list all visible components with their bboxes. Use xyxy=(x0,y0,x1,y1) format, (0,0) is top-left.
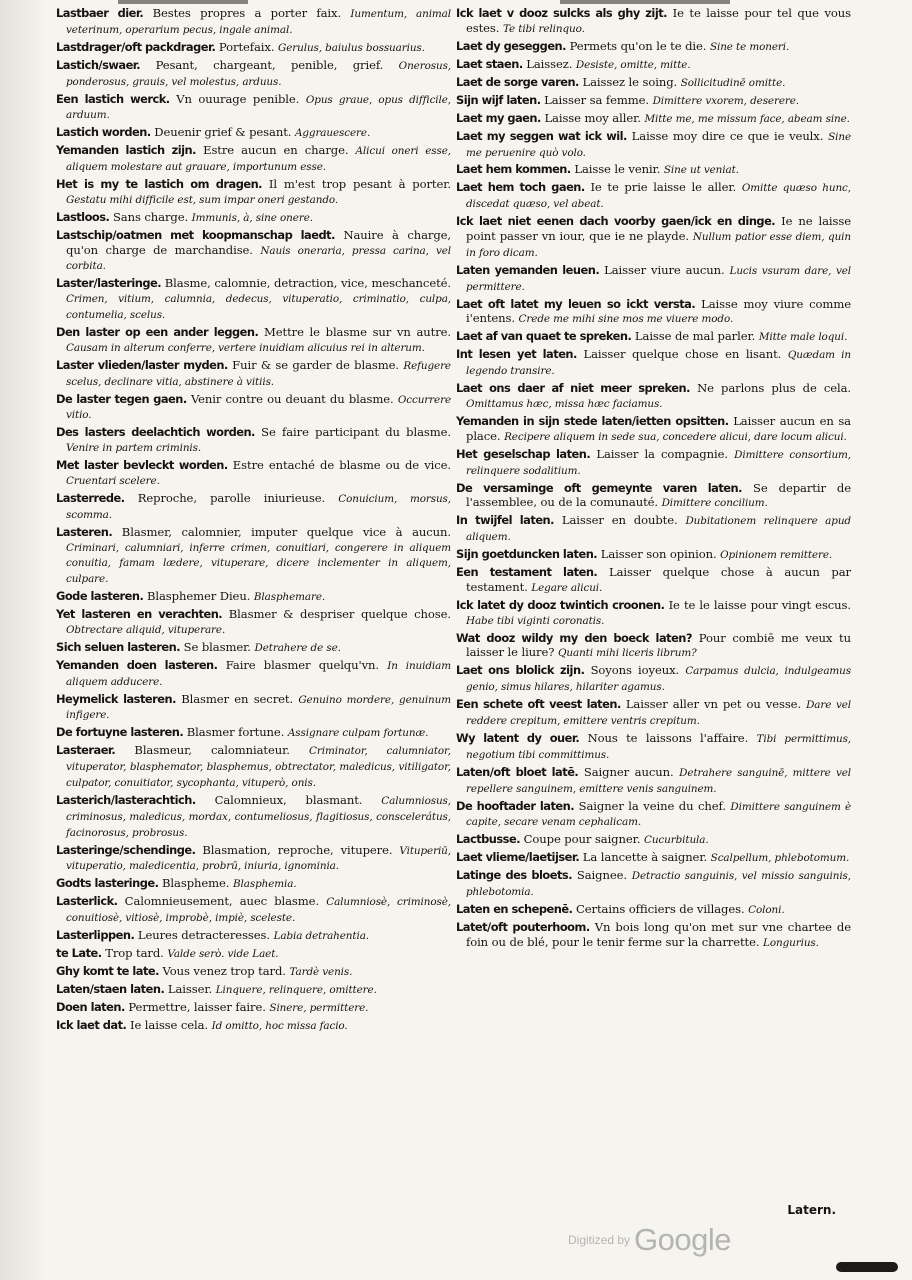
french-translation: Nauire à charge, qu'on charge de marchandise. xyxy=(66,227,452,257)
dictionary-entry xyxy=(456,902,851,918)
french-translation: Laisser quelque chose en lisant. xyxy=(583,347,782,362)
french-translation: Ne parlons plus de cela. xyxy=(697,381,852,396)
dictionary-entry xyxy=(56,177,451,208)
top-ink-smudge xyxy=(118,0,248,4)
french-translation: Laissez le soing. xyxy=(582,74,678,89)
dictionary-entry xyxy=(456,697,851,729)
french-translation: Se faire participant du blasme. xyxy=(261,425,451,440)
french-translation: Saignee. xyxy=(576,868,627,883)
latin-translation: Sinere, permittere. xyxy=(269,1002,369,1015)
dictionary-entry xyxy=(456,447,851,479)
headword: Een schete oft veest laten. xyxy=(456,697,621,712)
french-translation: Reproche, parolle iniurieuse. xyxy=(137,490,326,505)
french-translation: Vn bois long qu'on met sur vne chartee de foin ou de blé, pour le tenir ferme sur la charrette. xyxy=(466,920,852,949)
dictionary-entry xyxy=(456,631,851,662)
dictionary-entry xyxy=(56,843,451,875)
latin-translation: Assignare culpam fortunæ. xyxy=(287,727,429,740)
headword: Laster/lasteringe. xyxy=(56,276,162,291)
dictionary-entry xyxy=(456,39,851,55)
headword: De laster tegen gaen. xyxy=(56,391,187,406)
french-translation: Pour combiē me veux tu laisser le liure? xyxy=(466,630,851,660)
catchword: Latern. xyxy=(787,1203,836,1217)
headword: Laet my seggen wat ick wil. xyxy=(456,128,627,143)
french-translation: Blasmer fortune. xyxy=(186,725,285,740)
latin-translation: Te tibi relinquo. xyxy=(502,22,585,35)
latin-translation: Opinionem remittere. xyxy=(720,549,833,562)
latin-translation: Carpamus dulcia, indulgeamus genio, simus hilares, hilariter agamus. xyxy=(466,665,851,694)
latin-translation: Dimittere consortium, relinquere sodalitium. xyxy=(466,448,851,477)
latin-translation: Dimittere concilium. xyxy=(661,497,768,510)
dictionary-entry xyxy=(56,640,451,656)
dictionary-entry xyxy=(56,325,451,356)
french-translation: Estre entaché de blasme ou de vice. xyxy=(232,458,451,473)
french-translation: Saigner aucun. xyxy=(583,764,674,779)
left-column xyxy=(56,6,451,1036)
french-translation: Fuir & se garder de blasme. xyxy=(232,357,400,372)
headword: Godts lasteringe. xyxy=(56,876,159,891)
latin-translation: Tardè venis. xyxy=(289,966,353,979)
headword: Laten/staen laten. xyxy=(56,982,165,997)
latin-translation: Mitte me, me missum face, abeam sine. xyxy=(644,112,850,125)
dictionary-entry xyxy=(56,143,451,175)
french-translation: Se blasmer. xyxy=(183,639,251,654)
headword: Latet/oft pouterhoom. xyxy=(456,920,590,935)
latin-translation: Labia detrahentia. xyxy=(273,930,369,943)
dictionary-entry xyxy=(56,946,451,962)
french-translation: Il m'est trop pesant à porter. xyxy=(268,177,451,192)
dictionary-entry xyxy=(56,589,451,605)
headword: Het is my te lastich om dragen. xyxy=(56,177,263,192)
french-translation: Se departir de l'assemblee, ou de la comunauté. xyxy=(466,480,852,510)
latin-translation: Gerulus, baiulus bossuarius. xyxy=(278,41,425,54)
headword: Wy latent dy ouer. xyxy=(456,730,580,745)
latin-translation: Causam in alterum conferre, vertere inuidiam alicuius rei in alterum. xyxy=(66,341,425,354)
latin-translation: Habe tibi viginti coronatis. xyxy=(466,614,605,627)
watermark-prefix: Digitized by xyxy=(568,1233,631,1247)
french-translation: Ie te prie laisse le aller. xyxy=(590,180,737,195)
latin-translation: Venire in partem criminis. xyxy=(66,442,202,455)
french-translation: Calomnieusement, auec blasme. xyxy=(124,894,320,909)
french-translation: La lancette à saigner. xyxy=(582,850,708,865)
latin-translation: Nullum patior esse diem, quin in foro dicam. xyxy=(466,231,851,259)
dictionary-entry xyxy=(456,111,851,127)
french-translation: Ie ne laisse point passer vn iour, que ie ne playde. xyxy=(466,214,851,244)
dictionary-entry xyxy=(56,876,451,892)
headword: Laet my gaen. xyxy=(456,110,541,125)
dictionary-entry xyxy=(56,58,451,90)
headword: Laet hem toch gaen. xyxy=(456,180,585,195)
latin-translation: Cucurbitula. xyxy=(643,834,709,847)
dictionary-entry xyxy=(456,414,851,445)
french-translation: Deuenir grief & pesant. xyxy=(154,125,292,140)
latin-translation: Dimittere sanguinem è capite, secare venam cephalicam. xyxy=(466,800,851,829)
latin-translation: Vituperiū, vituperatio, maledicentia, probrū, iniuria, ignominia. xyxy=(66,844,451,873)
french-translation: Laisse moy aller. xyxy=(544,110,641,125)
french-translation: Laisse moy dire ce que ie veulx. xyxy=(631,128,824,143)
dictionary-entry xyxy=(456,180,851,212)
dictionary-entry xyxy=(456,6,851,37)
dictionary-entry xyxy=(56,658,451,690)
dictionary-entry xyxy=(56,392,451,424)
headword: Des lasters deelachtich worden. xyxy=(56,425,255,440)
headword: Lasterlick. xyxy=(56,894,118,909)
dictionary-entry xyxy=(456,329,851,345)
latin-translation: Id omitto, hoc missa facio. xyxy=(211,1020,348,1032)
french-translation: Vn ouurage penible. xyxy=(176,91,300,106)
french-translation: Mettre le blasme sur vn autre. xyxy=(264,325,451,340)
headword: Laten en schepenē. xyxy=(456,902,573,917)
latin-translation: Occurrere vitio. xyxy=(66,393,452,422)
dictionary-entry xyxy=(456,868,851,900)
latin-translation: Sine ut veniat. xyxy=(663,164,739,177)
dictionary-entry xyxy=(56,125,451,141)
headword: Laten yemanden leuen. xyxy=(456,262,600,277)
headword: Lastich worden. xyxy=(56,125,151,140)
headword: Met laster bevleckt worden. xyxy=(56,458,228,473)
french-translation: Calomnieux, blasmant. xyxy=(214,792,363,807)
dictionary-entry xyxy=(56,6,451,38)
headword: Laet ons daer af niet meer spreken. xyxy=(456,381,690,396)
headword: te Late. xyxy=(56,946,102,961)
dictionary-entry xyxy=(456,799,851,831)
headword: De fortuyne lasteren. xyxy=(56,725,184,740)
headword: Laet oft latet my leuen so ickt versta. xyxy=(456,296,696,311)
headword: Het geselschap laten. xyxy=(456,446,591,461)
latin-translation: Linquere, relinquere, omittere. xyxy=(215,984,377,997)
french-translation: Blasmation, reproche, vitupere. xyxy=(202,842,393,857)
headword: Yemanden lastich zijn. xyxy=(56,143,196,158)
spine-shadow xyxy=(0,0,46,1280)
dictionary-entry xyxy=(456,565,851,596)
french-translation: Pesant, chargeant, penible, grief. xyxy=(155,57,384,72)
dictionary-entry xyxy=(456,663,851,695)
headword: De hooftader laten. xyxy=(456,798,575,813)
french-translation: Laisser en doubte. xyxy=(561,513,678,528)
latin-translation: Coloni. xyxy=(748,904,785,917)
headword: Den laster op een ander leggen. xyxy=(56,325,259,340)
headword: Laet af van quaet te spreken. xyxy=(456,329,632,344)
headword: Laster vlieden/laster myden. xyxy=(56,357,228,372)
latin-translation: Quanti mihi liceris librum? xyxy=(557,647,697,660)
latin-translation: Calumniosus, criminosus, maledicus, mordax, contumeliosus, flagitiosus, conscelerátus, facinorosus, probrosus. xyxy=(66,794,451,839)
dictionary-entry xyxy=(456,297,851,328)
dictionary-entry xyxy=(56,1018,451,1034)
headword: Laet vlieme/laetijser. xyxy=(456,850,580,865)
french-translation: Blasmer, calomnier, imputer quelque vice à aucun. xyxy=(121,524,451,539)
dictionary-entry xyxy=(56,982,451,998)
dictionary-entry xyxy=(56,92,451,124)
latin-translation: Omitte quæso hunc, discedat quæso, vel abeat. xyxy=(466,182,851,211)
latin-translation: Dubitationem relinquere apud aliquem. xyxy=(466,515,851,544)
headword: Lastich/swaer. xyxy=(56,57,141,72)
dictionary-entry xyxy=(456,214,851,260)
headword: Heymelick lasteren. xyxy=(56,691,176,706)
latin-translation: Detractio sanguinis, vel missio sanguinis, phlebotomia. xyxy=(466,870,851,899)
dictionary-entry xyxy=(56,525,451,587)
latin-translation: Onerosus, ponderosus, grauis, vel molestus, arduus. xyxy=(66,59,452,88)
dictionary-entry xyxy=(56,210,451,226)
headword: Lactbusse. xyxy=(456,832,521,847)
headword: Lasteraer. xyxy=(56,743,116,758)
french-translation: Blaspheme. xyxy=(162,876,230,891)
dictionary-entry xyxy=(56,743,451,790)
french-translation: Laisser son opinion. xyxy=(600,547,717,562)
french-translation: Laisser. xyxy=(167,982,213,997)
latin-translation: Legare alicui. xyxy=(531,581,603,594)
latin-translation: Cruentari scelere. xyxy=(66,474,160,487)
digitized-by-google-watermark xyxy=(568,1222,731,1258)
latin-translation: Lucis vsuram dare, vel permittere. xyxy=(466,264,852,293)
latin-translation: Omittamus hæc, missa hæc faciamus. xyxy=(466,397,663,410)
french-translation: Bestes propres a porter faix. xyxy=(152,6,342,20)
dictionary-entry xyxy=(456,513,851,545)
headword: Een testament laten. xyxy=(456,565,598,580)
headword: Laet staen. xyxy=(456,56,523,71)
latin-translation: Detrahere sanguinē, mittere vel repellere sanguinem, emittere venis sanguinem. xyxy=(466,766,852,795)
latin-translation: Scalpellum, phlebotomum. xyxy=(710,852,850,865)
headword: Yemanden in sijn stede laten/ietten opsitten. xyxy=(456,413,729,428)
french-translation: Ie laisse cela. xyxy=(129,1018,209,1032)
french-translation: Blasphemer Dieu. xyxy=(146,589,251,604)
latin-translation: Sine te moneri. xyxy=(709,40,790,53)
latin-translation: Immunis, à, sine onere. xyxy=(191,211,313,224)
headword: De versaminge oft gemeynte varen laten. xyxy=(456,480,742,495)
latin-translation: Iumentum, animal veterinum, operarium pecus, ingale animal. xyxy=(66,8,451,36)
french-translation: Laisser la compagnie. xyxy=(596,446,728,461)
french-translation: Laisser viure aucun. xyxy=(604,262,725,277)
dictionary-entry xyxy=(456,381,851,412)
latin-translation: Blasphemare. xyxy=(253,591,326,604)
french-translation: Laisser sa femme. xyxy=(544,92,649,107)
headword: Gode lasteren. xyxy=(56,589,144,604)
dictionary-entry xyxy=(56,725,451,741)
headword: Ick latet dy dooz twintich croonen. xyxy=(456,597,665,612)
dictionary-entry xyxy=(56,964,451,980)
headword: Laet ons blolick zijn. xyxy=(456,663,585,678)
headword: Lastschip/oatmen met koopmanschap laedt. xyxy=(56,227,335,242)
dictionary-entry xyxy=(56,228,451,274)
headword: Laet hem kommen. xyxy=(456,162,571,177)
dictionary-entry xyxy=(456,481,851,512)
headword: Lasteren. xyxy=(56,524,113,539)
dictionary-entry xyxy=(56,358,451,390)
dictionary-entry xyxy=(456,765,851,797)
headword: Lastloos. xyxy=(56,209,110,224)
french-translation: Blasmeur, calomniateur. xyxy=(134,743,290,758)
dictionary-entry xyxy=(456,57,851,73)
headword: Ick laet niet eenen dach voorby gaen/ick en dinge. xyxy=(456,214,776,229)
dictionary-entry xyxy=(56,793,451,840)
headword: Yemanden doen lasteren. xyxy=(56,657,218,672)
latin-translation: Crimen, vitium, calumnia, dedecus, vituperatio, criminatio, culpa, contumelia, scelus. xyxy=(66,293,451,322)
headword: Doen laten. xyxy=(56,1000,125,1015)
headword: Latinge des bloets. xyxy=(456,868,573,883)
french-translation: Sans charge. xyxy=(112,209,189,224)
french-translation: Blasmer en secret. xyxy=(181,691,294,706)
latin-translation: Dimittere vxorem, deserere. xyxy=(652,94,800,107)
dictionary-entry xyxy=(456,920,851,951)
french-translation: Laissez. xyxy=(526,56,573,71)
dictionary-entry xyxy=(456,129,851,161)
dictionary-entry xyxy=(456,547,851,563)
dictionary-entry xyxy=(56,1000,451,1016)
french-translation: Soyons ioyeux. xyxy=(590,663,680,678)
dictionary-entry xyxy=(456,93,851,109)
headword: Lasterlippen. xyxy=(56,928,135,943)
headword: Yet lasteren en verachten. xyxy=(56,607,223,622)
headword: Int lesen yet laten. xyxy=(456,347,577,362)
french-translation: Laisser aller vn pet ou vesse. xyxy=(625,697,802,712)
french-translation: Faire blasmer quelqu'vn. xyxy=(225,657,379,672)
dictionary-entry xyxy=(56,491,451,523)
latin-translation: Detrahere de se. xyxy=(254,641,341,654)
latin-translation: Conuicium, morsus, scomma. xyxy=(66,492,451,521)
headword: Sijn goetduncken laten. xyxy=(456,547,598,562)
headword: Lasterich/lasterachtich. xyxy=(56,792,196,807)
latin-translation: Obtrectare aliquid, vituperare. xyxy=(66,623,226,636)
french-translation: Permettre, laisser faire. xyxy=(128,1000,266,1015)
latin-translation: Mitte male loqui. xyxy=(758,331,848,344)
headword: Ghy komt te late. xyxy=(56,964,159,979)
french-translation: Coupe pour saigner. xyxy=(523,832,641,847)
latin-translation: Nauis oneraria, pressa carina, vel corbita. xyxy=(66,244,451,273)
dictionary-entry xyxy=(456,263,851,295)
latin-translation: Crede me mihi sine mos me viuere modo. xyxy=(518,313,734,326)
latin-translation: Gestatu mihi difficile est, sum impar oneri gestando. xyxy=(66,193,339,206)
dictionary-entry xyxy=(456,75,851,91)
headword: Een lastich werck. xyxy=(56,91,170,106)
french-translation: Ie te laisse pour tel que vous estes. xyxy=(466,6,851,35)
dictionary-entry xyxy=(56,894,451,926)
latin-translation: Aggrauescere. xyxy=(294,127,371,140)
dictionary-entry xyxy=(456,832,851,848)
dictionary-entry xyxy=(456,162,851,178)
dictionary-entry xyxy=(456,598,851,629)
headword: Ick laet dat. xyxy=(56,1018,127,1032)
latin-translation: Recipere aliquem in sede sua, concedere alicui, dare locum alicui. xyxy=(504,430,847,443)
headword: Lastbaer dier. xyxy=(56,6,144,20)
latin-translation: Criminari, calumniari, inferre crimen, conuitiari, congerere in aliquem conuitia, famam lædere, vituperare, dicere inclementer in aliquem, culpare. xyxy=(66,541,451,586)
dictionary-entry xyxy=(56,692,451,724)
latin-translation: Tibi permittimus, negotium tibi committimus. xyxy=(466,732,851,761)
dictionary-entry xyxy=(456,347,851,379)
french-translation: Blasme, calomnie, detraction, vice, meschanceté. xyxy=(164,276,451,291)
french-translation: Ie te le laisse pour vingt escus. xyxy=(668,597,851,612)
headword: Laet dy geseggen. xyxy=(456,38,566,53)
latin-translation: Criminator, calumniator, vituperator, blasphemator, blasphemus, obtrectator, maledicus, vitiligator, culpator, conuitiator, sycophanta, vituperò, onis. xyxy=(66,745,451,789)
headword: Lastdrager/oft packdrager. xyxy=(56,39,216,54)
dictionary-entry xyxy=(56,40,451,56)
french-translation: Trop tard. xyxy=(105,946,164,961)
latin-translation: Genuino mordere, genuinum infigere. xyxy=(66,693,451,722)
latin-translation: Desiste, omitte, mitte. xyxy=(575,58,691,71)
headword: Ick laet v dooz sulcks als ghy zijt. xyxy=(456,6,668,20)
french-translation: Laisser aucun en sa place. xyxy=(466,413,851,443)
french-translation: Laisse de mal parler. xyxy=(634,329,756,344)
french-translation: Laisse le venir. xyxy=(574,162,661,177)
ink-blot xyxy=(836,1262,898,1272)
french-translation: Laisse moy viure comme i'entens. xyxy=(466,296,851,326)
french-translation: Vous venez trop tard. xyxy=(162,964,286,979)
french-translation: Saigner la veine du chef. xyxy=(578,798,726,813)
headword: Laet de sorge varen. xyxy=(456,74,579,89)
right-column xyxy=(456,6,851,953)
latin-translation: Blasphemia. xyxy=(232,878,297,891)
latin-translation: Refugere scelus, declinare vitia, abstinere à vitiis. xyxy=(66,359,451,388)
dictionary-entry xyxy=(456,731,851,763)
headword: Lasterrede. xyxy=(56,490,125,505)
french-translation: Nous te laissons l'affaire. xyxy=(587,730,749,745)
latin-translation: Sollicitudinē omitte. xyxy=(680,76,786,89)
dictionary-entry xyxy=(56,607,451,638)
headword: In twijfel laten. xyxy=(456,513,554,528)
french-translation: Venir contre ou deuant du blasme. xyxy=(190,391,394,406)
headword: Wat dooz wildy my den boeck laten? xyxy=(456,630,693,645)
french-translation: Blasmer & despriser quelque chose. xyxy=(228,607,451,622)
google-logo: Google xyxy=(634,1222,731,1257)
headword: Laten/oft bloet latē. xyxy=(456,764,579,779)
headword: Sich seluen lasteren. xyxy=(56,639,181,654)
top-ink-smudge xyxy=(560,0,730,4)
latin-translation: Quædam in legendo transire. xyxy=(466,349,851,378)
french-translation: Certains officiers de villages. xyxy=(576,902,745,917)
french-translation: Laisser quelque chose à aucun par testament. xyxy=(466,565,851,594)
latin-translation: Opus graue, opus difficile, arduum. xyxy=(66,93,451,122)
headword: Sijn wijf laten. xyxy=(456,92,541,107)
dictionary-entry xyxy=(56,276,451,322)
latin-translation: Dare vel reddere crepitum, emittere ventris crepitum. xyxy=(466,699,851,727)
latin-translation: In inuidiam aliquem adducere. xyxy=(66,659,451,688)
french-translation: Portefaix. xyxy=(218,39,275,54)
latin-translation: Sine me peruenire quò volo. xyxy=(466,130,851,159)
french-translation: Estre aucun en charge. xyxy=(203,143,349,158)
dictionary-entry xyxy=(56,928,451,944)
dictionary-entry xyxy=(456,850,851,866)
latin-translation: Valde serò. vide Laet. xyxy=(167,948,279,961)
dictionary-entry xyxy=(56,425,451,456)
headword: Lasteringe/schendinge. xyxy=(56,842,196,857)
latin-translation: Calumniosè, criminosè, conuitiosè, vitiosè, improbè, impiè, sceleste. xyxy=(66,896,451,925)
dictionary-entry xyxy=(56,458,451,489)
latin-translation: Longurius. xyxy=(763,936,819,949)
latin-translation: Alicui oneri esse, aliquem molestare aut grauare, importunum esse. xyxy=(66,145,451,174)
french-translation: Permets qu'on le te die. xyxy=(569,38,707,53)
french-translation: Leures detracteresses. xyxy=(137,928,270,943)
